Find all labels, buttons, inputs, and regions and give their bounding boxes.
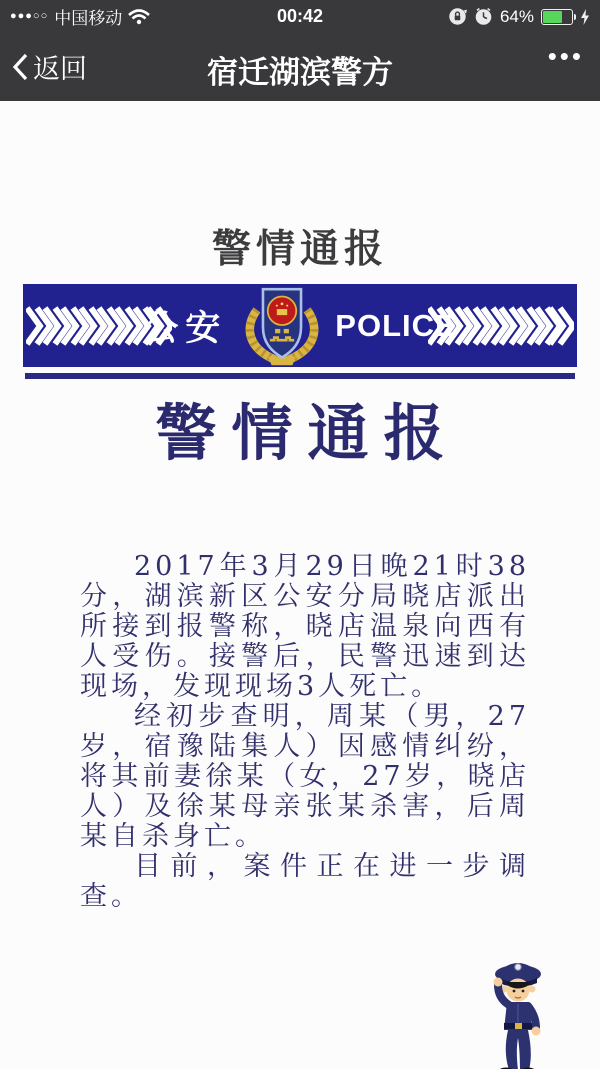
- notice-title: 警情通报: [155, 398, 460, 469]
- status-bar: [0, 0, 600, 33]
- alarm-clock-icon: [474, 7, 493, 26]
- notice-body: [80, 552, 530, 912]
- article-heading: 警情通报: [211, 228, 388, 271]
- more-menu-button[interactable]: •••: [547, 41, 584, 71]
- orientation-lock-icon: [448, 7, 467, 26]
- back-label: 返回: [33, 54, 87, 84]
- clock-time: 00:42: [276, 6, 324, 26]
- banner-gongan-label: 公安: [143, 308, 228, 348]
- carrier-label: 中国移动: [54, 9, 123, 28]
- top-bars: [0, 0, 600, 101]
- banner-police-label: POLICE: [335, 307, 457, 343]
- page-title: 宿迁湖滨警方: [207, 55, 393, 90]
- notice-paragraph: 目前，案件正在进一步调查。: [80, 851, 530, 912]
- notice-paragraph: 经初步查明，周某（男，27岁，宿豫陆集人）因感情纠纷，将其前妻徐某（女，27岁，晓店人）及徐某母亲张某杀害，后周某自杀身亡。: [80, 701, 530, 852]
- notice-paragraph: 2017年3月29日晚21时38分，湖滨新区公安分局晓店派出所接到报警称，晓店温泉向西有人受伤。接警后，民警迅速到达现场，发现现场3人死亡。: [80, 551, 530, 702]
- police-banner: [23, 284, 577, 367]
- status-right: [448, 7, 590, 27]
- battery-percent-label: 64%: [499, 6, 534, 26]
- battery-icon: [541, 9, 573, 25]
- signal-strength-icon: ●●●○○: [10, 9, 49, 22]
- notice-image[interactable]: [0, 101, 600, 1069]
- banner-underline: [25, 373, 575, 379]
- charging-bolt-icon: [580, 9, 590, 25]
- police-badge-icon: [237, 284, 327, 367]
- police-mascot-icon: [486, 958, 550, 1069]
- nav-bar: [0, 33, 600, 101]
